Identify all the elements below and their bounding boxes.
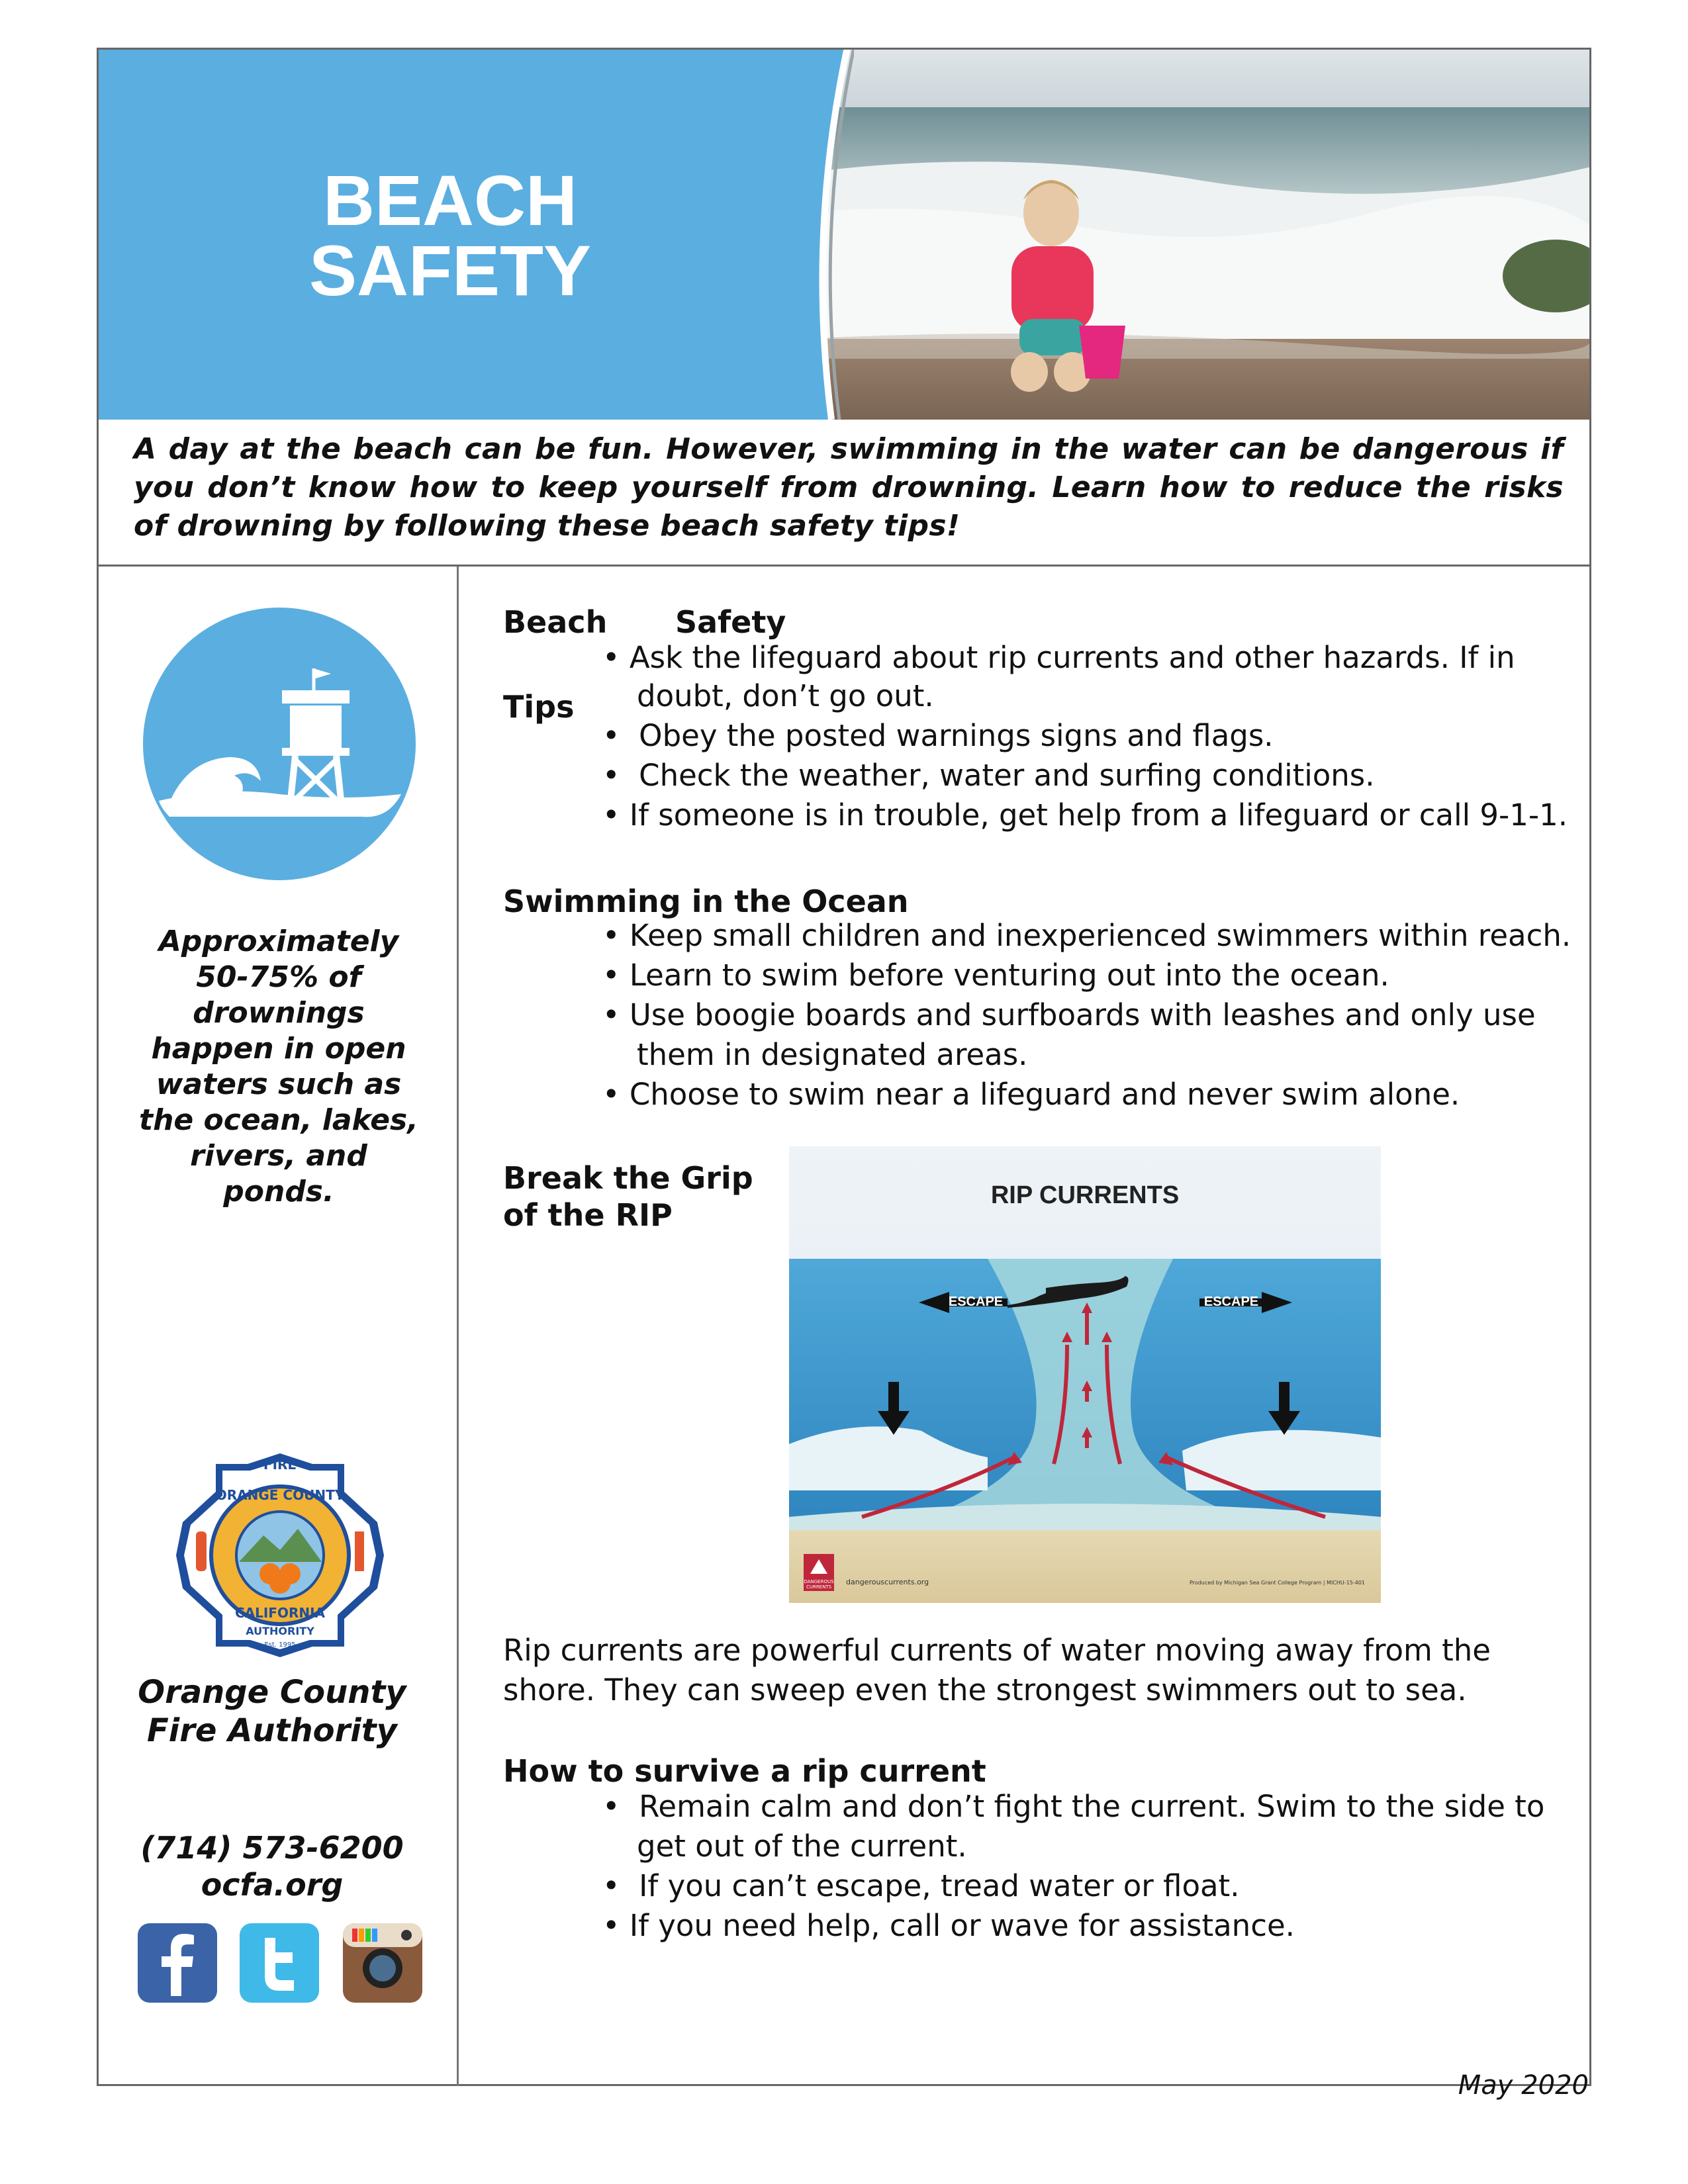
intro-text: A day at the beach can be fun. However, swimming in the water can be dangerous if you don’t know how to keep yourself from drowning. Learn how to reduce the risks of drowning by following these beach safety tips! <box>134 432 1564 543</box>
beach-tips-heading-2: Safety <box>675 604 786 640</box>
list-item: • If you need help, call or wave for assistance. <box>602 1908 1295 1943</box>
svg-text:dangerouscurrents.org: dangerouscurrents.org <box>846 1578 929 1586</box>
instagram-icon[interactable] <box>342 1922 424 2004</box>
page-title: BEACH SAFETY <box>308 160 592 310</box>
list-item: them in designated areas. <box>637 1037 1028 1072</box>
svg-text:ORANGE COUNTY: ORANGE COUNTY <box>215 1487 345 1503</box>
rip-current-diagram <box>789 1146 1381 1603</box>
rip-description: Rip currents are powerful currents of water moving away from the shore. They can sweep even the strongest swimmers out to sea. <box>503 1633 1491 1707</box>
svg-text:ESCAPE: ESCAPE <box>1203 1295 1259 1309</box>
svg-text:Est. 1995: Est. 1995 <box>264 1641 296 1649</box>
svg-text:Produced by Michigan Sea Grant: Produced by Michigan Sea Grant College Program | MICHU-15-401 <box>1190 1580 1365 1586</box>
svg-text:AUTHORITY: AUTHORITY <box>246 1625 314 1637</box>
svg-text:ESCAPE: ESCAPE <box>948 1295 1004 1309</box>
list-item: get out of the current. <box>637 1829 967 1864</box>
drowning-statistic: Approximately 50-75% of drownings happen in open waters such as the ocean, lakes, rivers, and ponds. <box>139 925 418 1208</box>
survive-heading: How to survive a rip current <box>503 1753 986 1789</box>
list-item: doubt, don’t go out. <box>637 678 934 713</box>
list-item: • Learn to swim before venturing out into the ocean. <box>602 958 1389 993</box>
svg-text:FIRE: FIRE <box>263 1457 297 1473</box>
svg-text:CALIFORNIA: CALIFORNIA <box>234 1605 326 1621</box>
footer-date: May 2020 <box>1458 2070 1589 2101</box>
list-item: • If someone is in trouble, get help from a lifeguard or call 9-1-1. <box>602 797 1568 833</box>
svg-text:DANGEROUS: DANGEROUS <box>804 1579 834 1584</box>
svg-text:RIP CURRENTS: RIP CURRENTS <box>990 1181 1180 1209</box>
facebook-icon[interactable] <box>136 1922 218 2004</box>
rip-heading: Break the Grip of the RIP <box>503 1160 753 1233</box>
ocfa-logo <box>171 1451 389 1660</box>
list-item: • If you can’t escape, tread water or float. <box>602 1868 1240 1903</box>
website-link[interactable]: ocfa.org <box>201 1867 344 1903</box>
list-item: • Check the weather, water and surfing conditions. <box>602 758 1375 793</box>
org-name: Orange County Fire Authority <box>138 1674 406 1749</box>
list-item: • Use boogie boards and surfboards with leashes and only use <box>602 997 1536 1032</box>
twitter-icon[interactable] <box>238 1922 320 2004</box>
list-item: • Remain calm and don’t fight the current. Swim to the side to <box>602 1789 1545 1824</box>
lifeguard-tower-icon <box>143 608 416 880</box>
beach-tips-heading-1: Beach <box>503 604 608 640</box>
swimming-heading: Swimming in the Ocean <box>503 884 909 919</box>
list-item: • Obey the posted warnings signs and flags. <box>602 718 1274 753</box>
column-divider <box>457 567 459 2086</box>
list-item: • Keep small children and inexperienced swimmers within reach. <box>602 918 1571 953</box>
phone-number[interactable]: (714) 573-6200 <box>140 1830 404 1866</box>
svg-text:CURRENTS: CURRENTS <box>806 1584 832 1590</box>
beach-tips-heading-3: Tips <box>503 689 575 725</box>
list-item: • Ask the lifeguard about rip currents and other hazards. If in <box>602 640 1515 675</box>
list-item: • Choose to swim near a lifeguard and never swim alone. <box>602 1077 1460 1112</box>
